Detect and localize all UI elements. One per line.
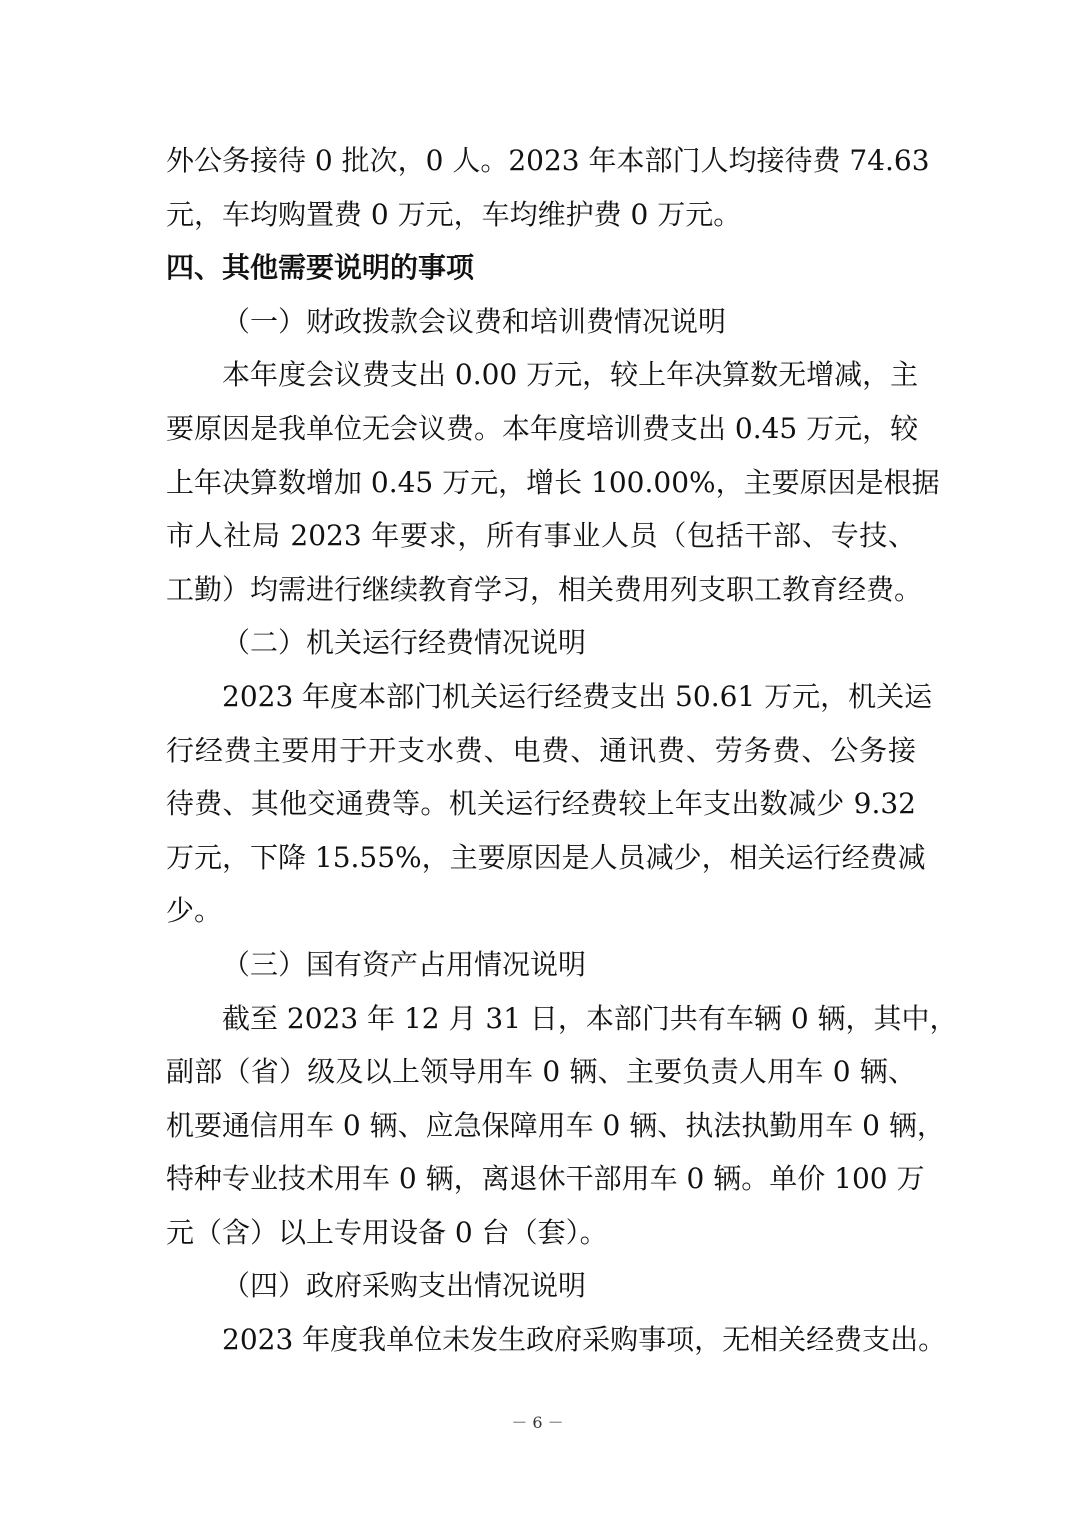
paragraph-line: 要原因是我单位无会议费。本年度培训费支出 0.45 万元，较 xyxy=(166,411,919,445)
section-heading: 四、其他需要说明的事项 xyxy=(166,251,475,285)
paragraph-line: 待费、其他交通费等。机关运行经费较上年支出数减少 9.32 xyxy=(166,787,916,821)
paragraph-line: 元，车均购置费 0 万元，车均维护费 0 万元。 xyxy=(166,197,742,231)
subsection-heading: （二）机关运行经费情况说明 xyxy=(222,626,587,660)
paragraph-line: 上年决算数增加 0.45 万元，增长 100.00%，主要原因是根据 xyxy=(166,465,940,499)
paragraph-line: 万元，下降 15.55%，主要原因是人员减少，相关运行经费减 xyxy=(166,840,926,874)
paragraph-line: 本年度会议费支出 0.00 万元，较上年决算数无增减，主 xyxy=(222,358,919,392)
paragraph-line: 机要通信用车 0 辆、应急保障用车 0 辆、执法执勤用车 0 辆， xyxy=(166,1108,945,1142)
paragraph-line: 工勤）均需进行继续教育学习，相关费用列支职工教育经费。 xyxy=(166,572,923,606)
paragraph-line: 2023 年度我单位未发生政府采购事项，无相关经费支出。 xyxy=(222,1323,947,1357)
paragraph-line: 特种专业技术用车 0 辆，离退休干部用车 0 辆。单价 100 万 xyxy=(166,1162,925,1196)
subsection-heading: （一）财政拨款会议费和培训费情况说明 xyxy=(222,304,727,338)
paragraph-line: 市人社局 2023 年要求，所有事业人员（包括干部、专技、 xyxy=(166,519,916,553)
subsection-heading: （三）国有资产占用情况说明 xyxy=(222,947,587,981)
paragraph-line: 截至 2023 年 12 月 31 日，本部门共有车辆 0 辆，其中， xyxy=(222,1001,958,1035)
paragraph-line: 少。 xyxy=(166,894,223,928)
page-number: － 6 － xyxy=(511,1413,564,1432)
document-body xyxy=(166,134,958,1367)
paragraph-line: 行经费主要用于开支水费、电费、通讯费、劳务费、公务接 xyxy=(166,733,916,767)
paragraph-line: 2023 年度本部门机关运行经费支出 50.61 万元，机关运 xyxy=(222,679,933,713)
paragraph-line: 副部（省）级及以上领导用车 0 辆、主要负责人用车 0 辆、 xyxy=(166,1055,916,1089)
paragraph-line: 元（含）以上专用设备 0 台（套）。 xyxy=(166,1215,608,1249)
subsection-heading: （四）政府采购支出情况说明 xyxy=(222,1269,587,1303)
paragraph-line: 外公务接待 0 批次，0 人。2023 年本部门人均接待费 74.63 xyxy=(166,144,930,177)
